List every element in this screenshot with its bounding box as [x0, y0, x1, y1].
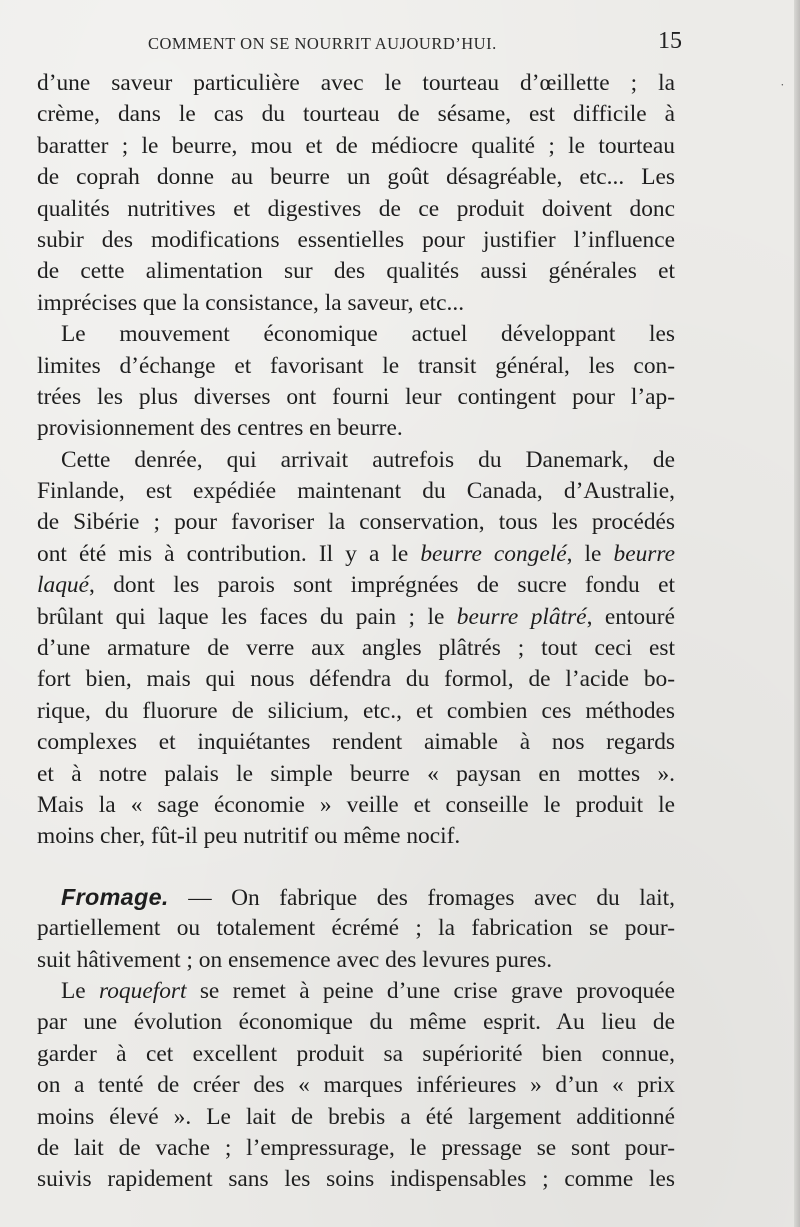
text-run: subir des modifications essentielles pour justifier l’influence — [37, 226, 675, 253]
text-line — [37, 696, 675, 727]
text-run: suit hâtivement ; on ensemence avec des levures pures. — [37, 946, 553, 973]
text-line — [37, 99, 675, 130]
text-run: qualités nutritives et digestives de ce produit doivent donc — [37, 195, 675, 222]
text-run: se remet à peine d’une crise grave provoquée — [186, 977, 675, 1004]
text-line — [37, 882, 675, 913]
italic-term: beurre congelé — [420, 540, 567, 567]
text-line — [37, 821, 675, 852]
text-line — [37, 790, 675, 821]
page-edge-shadow — [794, 0, 800, 1227]
text-line — [37, 413, 675, 444]
text-line — [37, 1039, 675, 1070]
paragraph — [37, 882, 675, 976]
text-line — [37, 162, 675, 193]
text-line — [37, 570, 675, 601]
text-run: moins élevé ». Le lait de brebis a été largement additionné — [37, 1103, 675, 1130]
italic-term: beurre plâtré — [456, 603, 587, 630]
text-run: moins cher, fût-il peu nutritif ou même nocif. — [37, 823, 461, 850]
text-run: Cette denrée, qui arrivait autrefois du Danemark, de — [61, 446, 675, 473]
text-line — [37, 225, 675, 256]
text-run: d’une saveur particulière avec le tourteau d’œillette ; la — [37, 70, 675, 96]
italic-term: beurre — [613, 540, 675, 567]
text-line — [37, 539, 675, 570]
text-line — [37, 664, 675, 695]
text-line — [37, 727, 675, 758]
text-run: partiellement ou totalement écrémé ; la fabrication se pour- — [37, 915, 675, 942]
text-line — [37, 319, 675, 350]
text-run: — On fabrique des fromages avec du lait, — [168, 884, 675, 911]
text-run: par une évolution économique du même esprit. Au lieu de — [37, 1009, 675, 1036]
text-run: de lait de vache ; l’empressurage, le pressage se sont pour- — [37, 1134, 675, 1161]
text-line — [37, 913, 675, 944]
text-line — [37, 1070, 675, 1101]
text-line — [37, 1102, 675, 1133]
page-number: 15 — [658, 28, 682, 54]
text-run: garder à cet excellent produit sa supériorité bien connue, — [37, 1040, 675, 1067]
paragraph — [37, 976, 675, 1196]
paragraph — [37, 319, 675, 445]
text-run: de cette alimentation sur des qualités aussi générales et — [37, 258, 675, 285]
text-line — [37, 68, 675, 99]
text-run: brûlant qui laque les faces du pain ; le — [37, 603, 457, 630]
text-run: baratter ; le beurre, mou et de médiocre qualité ; le tourteau — [37, 132, 675, 159]
text-run: crème, dans le cas du tourteau de sésame, est difficile à — [37, 101, 675, 128]
running-head: COMMENT ON SE NOURRIT AUJOURD’HUI. — [148, 34, 497, 53]
italic-term: laqué — [37, 572, 89, 599]
text-line — [37, 445, 675, 476]
text-line — [37, 1164, 675, 1195]
text-run: Mais la « sage économie » veille et conseille le produit le — [37, 791, 675, 818]
text-line — [37, 382, 675, 413]
text-run: Le mouvement économique actuel développant les — [61, 321, 675, 348]
italic-term: roquefort — [99, 977, 187, 1004]
text-run: fort bien, mais qui nous défendra du formol, de l’acide bo- — [37, 666, 675, 693]
text-run: , le — [566, 540, 614, 567]
text-run: Le — [61, 977, 99, 1004]
text-run: trées les plus diverses ont fourni leur contingent pour l’ap- — [37, 383, 675, 410]
section-heading: Fromage. — [61, 883, 169, 910]
text-line — [37, 507, 675, 538]
text-run: d’une armature de verre aux angles plâtrés ; tout ceci est — [37, 635, 675, 662]
text-line — [37, 633, 675, 664]
text-line — [37, 759, 675, 790]
text-run: rique, du fluorure de silicium, etc., et combien ces méthodes — [37, 697, 675, 724]
paragraph — [37, 445, 675, 853]
text-line — [37, 602, 675, 633]
text-run: complexes et inquiétantes rendent aimable à nos regards — [37, 729, 675, 756]
text-line — [37, 476, 675, 507]
text-line — [37, 1007, 675, 1038]
text-run: , entouré — [586, 603, 675, 630]
text-line — [37, 945, 675, 976]
text-line — [37, 194, 675, 225]
text-line — [37, 976, 675, 1007]
text-run: ont été mis à contribution. Il y a le — [37, 540, 421, 567]
text-run: de coprah donne au beurre un goût désagréable, etc... Les — [37, 164, 675, 191]
text-line — [37, 256, 675, 287]
text-run: Finlande, est expédiée maintenant du Canada, d’Australie, — [37, 478, 675, 505]
text-run: limites d’échange et favorisant le transit général, les con- — [37, 352, 675, 379]
text-line — [37, 351, 675, 382]
text-line — [37, 288, 675, 319]
paragraph-gap — [37, 853, 675, 882]
margin-speck: ˙ — [780, 82, 785, 97]
text-run: et à notre palais le simple beurre « paysan en mottes ». — [37, 760, 675, 787]
text-line — [37, 1133, 675, 1164]
text-run: de Sibérie ; pour favoriser la conservation, tous les procédés — [37, 509, 675, 536]
text-run: imprécises que la consistance, la saveur, etc... — [37, 289, 465, 316]
text-run: provisionnement des centres en beurre. — [37, 415, 403, 442]
body-text — [37, 68, 675, 1196]
text-run: on a tenté de créer des « marques inférieures » d’un « prix — [37, 1072, 675, 1099]
text-run: , dont les parois sont imprégnées de sucre fondu et — [88, 572, 675, 599]
text-run: suivis rapidement sans les soins indispensables ; comme les — [37, 1166, 675, 1193]
text-line — [37, 131, 675, 162]
paragraph — [37, 68, 675, 319]
